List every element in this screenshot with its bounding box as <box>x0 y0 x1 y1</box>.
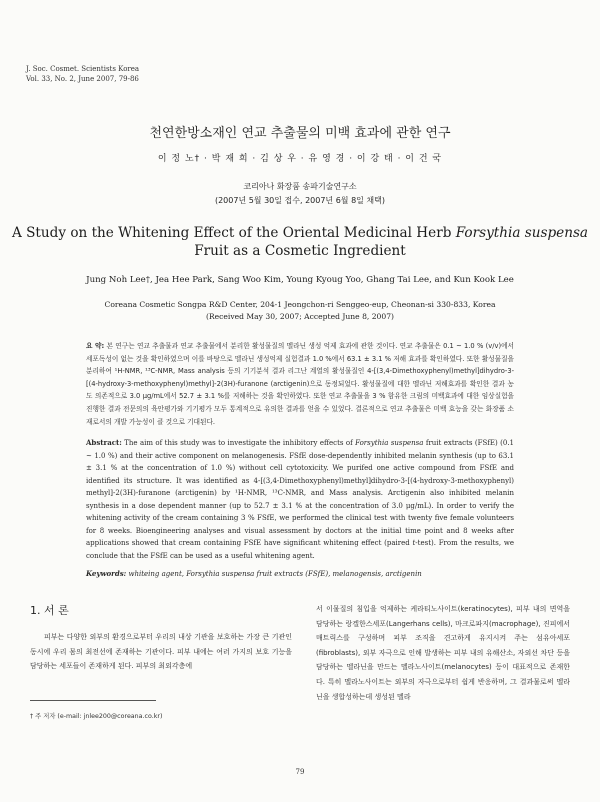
korean-abstract-text: 본 연구는 연교 추출물과 연교 추출물에서 분리한 활성물질의 멜라닌 생성 억제 효과에 관한 것이다. 연교 추출물은 0.1 ~ 1.0 % (v/v)에서 세포독성이 없는 것을 확인하였으며 이를 바탕으로 멜라닌 생성억제 실험결과 1.0 %에서 63.1 ± 3.1 % 저해 효과를 확인하였다. 또한 활성물질을 분리하여 ¹H-NMR, ¹³C-NMR, Mass analysis 등의 기기분석 결과 리그난 계열의 활성물질인 4-[(3,4-Dimethoxyphenyl)methyl]dihydro-3-[(4-hydroxy-3-methoxyphenyl)methyl]-2(3H)-furanone (arctigenin)으로 동정되었다. 활성물질에 대한 멜라닌 저해효과를 확인한 결과 농도 의존적으로 3.0 μg/mL에서 52.7 ± 3.1 %를 저해하는 것을 확인하였다. 또한 연교 추출물을 3 % 함유한 크림의 미백효과에 대한 임상실험을 진행한 결과 전문의의 육안평가와 기기평가 모두 통계적으로 유의한 결과를 얻을 수 있었다. 결론적으로 연교 추출물은 미백 효능을 갖는 화장품 소재로서의 개발 가능성이 클 것으로 기대된다. <box>86 342 514 426</box>
footnote: † 주 저자 (e-mail: jnlee200@coreana.co.kr) <box>30 713 163 720</box>
body-left-text: 피부는 다양한 외부의 환경으로부터 우리의 내상 기관을 보호하는 가장 큰 기관인 동시에 우리 몸의 최전선에 존재하는 기관이다. 피부 내에는 여러 가지의 보호 기능을 담당하는 세포들이 존재하게 된다. 피부의 최외각층에 <box>30 633 292 671</box>
english-title-species: Forsythia suspensa <box>455 225 589 241</box>
english-abstract-t: t <box>412 539 416 547</box>
english-abstract-part2: fruit extracts (FSfE) (0.1 ~ 1.0 %) and their active component on melanogenesis. FSfE dose-dependently inhibited melanin synthesis (up to 63.1 ± 3.1 % at the concentration of 1.0 %) without cell cytotoxicity. We purifed one active compound from FSfE and identified its structure. It was identified as 4-[(3,4-Dimethoxyphenyl)methyl]dihydro-3-[(4-hydroxy-3-methoxyphenyl) methyl]-2(3H)-furanone (arctigenin) by ¹H-NMR, ¹³C-NMR, and Mass analysis. Arctigenin also inhibited melanin synthesis in a dose dependent manner (up to 52.7 ± 3.1 % at the concentration of 3.0 μg/mL). In order to verify the whitening activity of the cream containing 3 % FSfE, we performed the clinical test with twenty five female volunteers for 8 weeks. Bioengineering analyses and visual assessment by doctors at the initial time point and 8 weeks after applications showed that cream containing FSfE have significant whitening effect (paired <box>86 439 515 547</box>
english-abstract-part1: The aim of this study was to investigate the inhibitory effects of <box>121 439 356 447</box>
english-title <box>0 224 600 260</box>
korean-abstract <box>86 340 514 428</box>
body-right-text: 서 이물질의 침입을 억제하는 케라티노사이트(keratinocytes), 피부 내의 면역을 담당하는 랑겔한스세포(Langerhans cells), 마크로파지(macrophage), 진피에서 매트릭스를 구성하며 피부 조직을 견고하게 유지시켜 주는 섬유아세포(fibroblasts), 외부 자극으로 인해 발생하는 피부 내의 유해산소, 자외선 차단 등을 담당하는 멜라닌을 만드는 멜라노사이트(melanocytes) 등이 대표적으로 존재한다. 특히 멜라노사이트는 외부의 자극으로부터 쉽게 반응하며, 그 결과물로써 멜라닌을 생합성하는데 생성된 멜라 <box>316 605 570 701</box>
keywords-label: Keywords: <box>86 569 127 578</box>
page-number: 79 <box>295 768 305 776</box>
korean-abstract-label: 요 약: <box>86 342 105 350</box>
korean-affiliation <box>0 180 600 208</box>
korean-dates: (2007년 5월 30일 접수, 2007년 6월 8일 채택) <box>214 196 386 205</box>
section-heading: 1. 서 론 <box>30 604 69 617</box>
english-authors: Jung Noh Lee†, Jea Hee Park, Sang Woo Kim, Young Kyoug Yoo, Ghang Tai Lee, and Kun Kook Lee <box>86 275 514 285</box>
keywords-text: whiteing agent, Forsythia suspensa fruit extracts (FSfE), melanogensis, arctigenin <box>126 570 422 578</box>
english-title-line1: A Study on the Whitening Effect of the Oriental Medicinal Herb <box>11 225 456 241</box>
english-dates: (Received May 30, 2007; Accepted June 8, 2007) <box>205 312 395 321</box>
journal-volume: Vol. 33, No. 2, June 2007, 79-86 <box>26 75 139 83</box>
body-right-column <box>316 602 570 704</box>
footnote-divider <box>30 700 156 701</box>
keywords <box>86 569 514 578</box>
body-left-column <box>30 630 292 674</box>
korean-affiliation-name: 코리아나 화장품 송파기술연구소 <box>243 182 357 191</box>
english-title-line2: Fruit as a Cosmetic Ingredient <box>194 243 406 259</box>
english-abstract <box>86 437 514 562</box>
english-affiliation-name: Coreana Cosmetic Songpa R&D Center, 204-1 Jeongchon-ri Senggeo-eup, Cheonan-si 330-833, Korea <box>104 300 496 309</box>
korean-authors: 이 정 노† · 박 재 희 · 김 상 우 · 유 영 경 · 이 강 태 · 이 건 국 <box>157 154 443 164</box>
english-affiliation <box>0 299 600 323</box>
journal-name: J. Soc. Cosmet. Scientists Korea <box>26 65 140 73</box>
english-abstract-label: Abstract: <box>86 438 122 447</box>
journal-citation <box>26 64 139 84</box>
korean-title: 천연한방소재인 연교 추출물의 미백 효과에 관한 연구 <box>149 126 451 141</box>
english-abstract-species: Forsythia suspensa <box>355 439 424 447</box>
english-abstract-part3: -test). From the results, we conclude that the FSfE can be used as a useful whitening agent. <box>86 539 514 560</box>
